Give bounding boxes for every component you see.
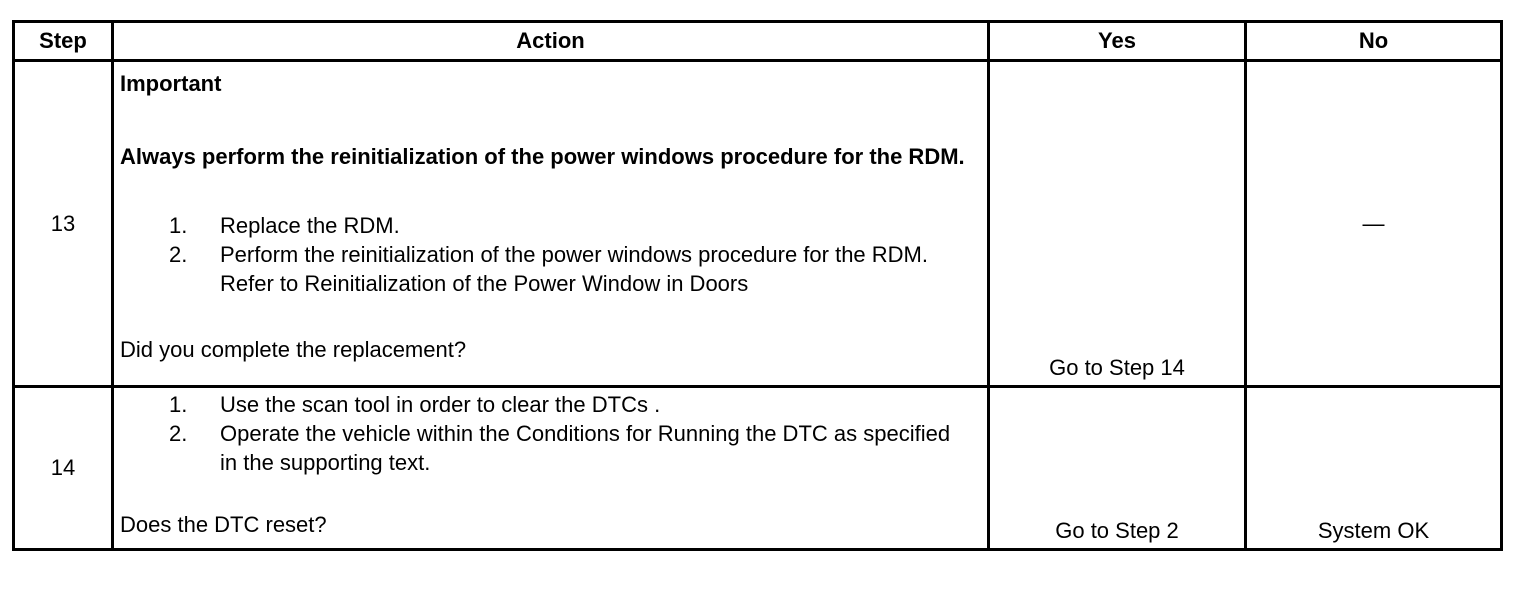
header-action: Action: [113, 22, 989, 61]
table-row: [14, 387, 1502, 550]
list-number: 2.: [169, 242, 188, 267]
important-label: Important: [120, 71, 222, 96]
list-number: 1.: [169, 213, 188, 238]
yes-result: Go to Step 14: [1049, 355, 1185, 380]
no-result: —: [1362, 210, 1385, 236]
yes-cell: [989, 61, 1246, 387]
list-text: Perform the reinitialization of the power windows procedure for the RDM. Refer to Reinitialization of the Power Window in Doors: [220, 242, 928, 296]
list-item: [120, 419, 967, 477]
diagnostic-table: [12, 20, 1503, 551]
header-step: Step: [14, 22, 113, 61]
no-cell: [1246, 61, 1502, 387]
list-item: [120, 211, 967, 240]
table-row: [14, 61, 1502, 387]
action-list: [120, 390, 967, 477]
list-text: Use the scan tool in order to clear the DTCs .: [220, 392, 661, 417]
header-yes: Yes: [989, 22, 1246, 61]
no-cell: [1246, 387, 1502, 550]
list-number: 2.: [169, 421, 188, 446]
yes-cell: [989, 387, 1246, 550]
question-text: Does the DTC reset?: [120, 512, 327, 537]
list-text: Operate the vehicle within the Conditions for Running the DTC as specified in the supporting text.: [220, 421, 951, 475]
action-cell: [113, 61, 989, 387]
list-number: 1.: [169, 392, 188, 417]
no-result: System OK: [1317, 518, 1430, 543]
important-text: Always perform the reinitialization of the power windows procedure for the RDM.: [120, 144, 965, 169]
step-number: 14: [14, 387, 113, 550]
list-item: [120, 240, 967, 298]
action-list: [120, 211, 967, 298]
header-row: [14, 22, 1502, 61]
question-text: Did you complete the replacement?: [120, 337, 467, 362]
action-cell: [113, 387, 989, 550]
list-text: Replace the RDM.: [220, 213, 400, 238]
step-number: 13: [14, 61, 113, 387]
list-item: [120, 390, 967, 419]
yes-result: Go to Step 2: [1055, 518, 1179, 543]
header-no: No: [1246, 22, 1502, 61]
